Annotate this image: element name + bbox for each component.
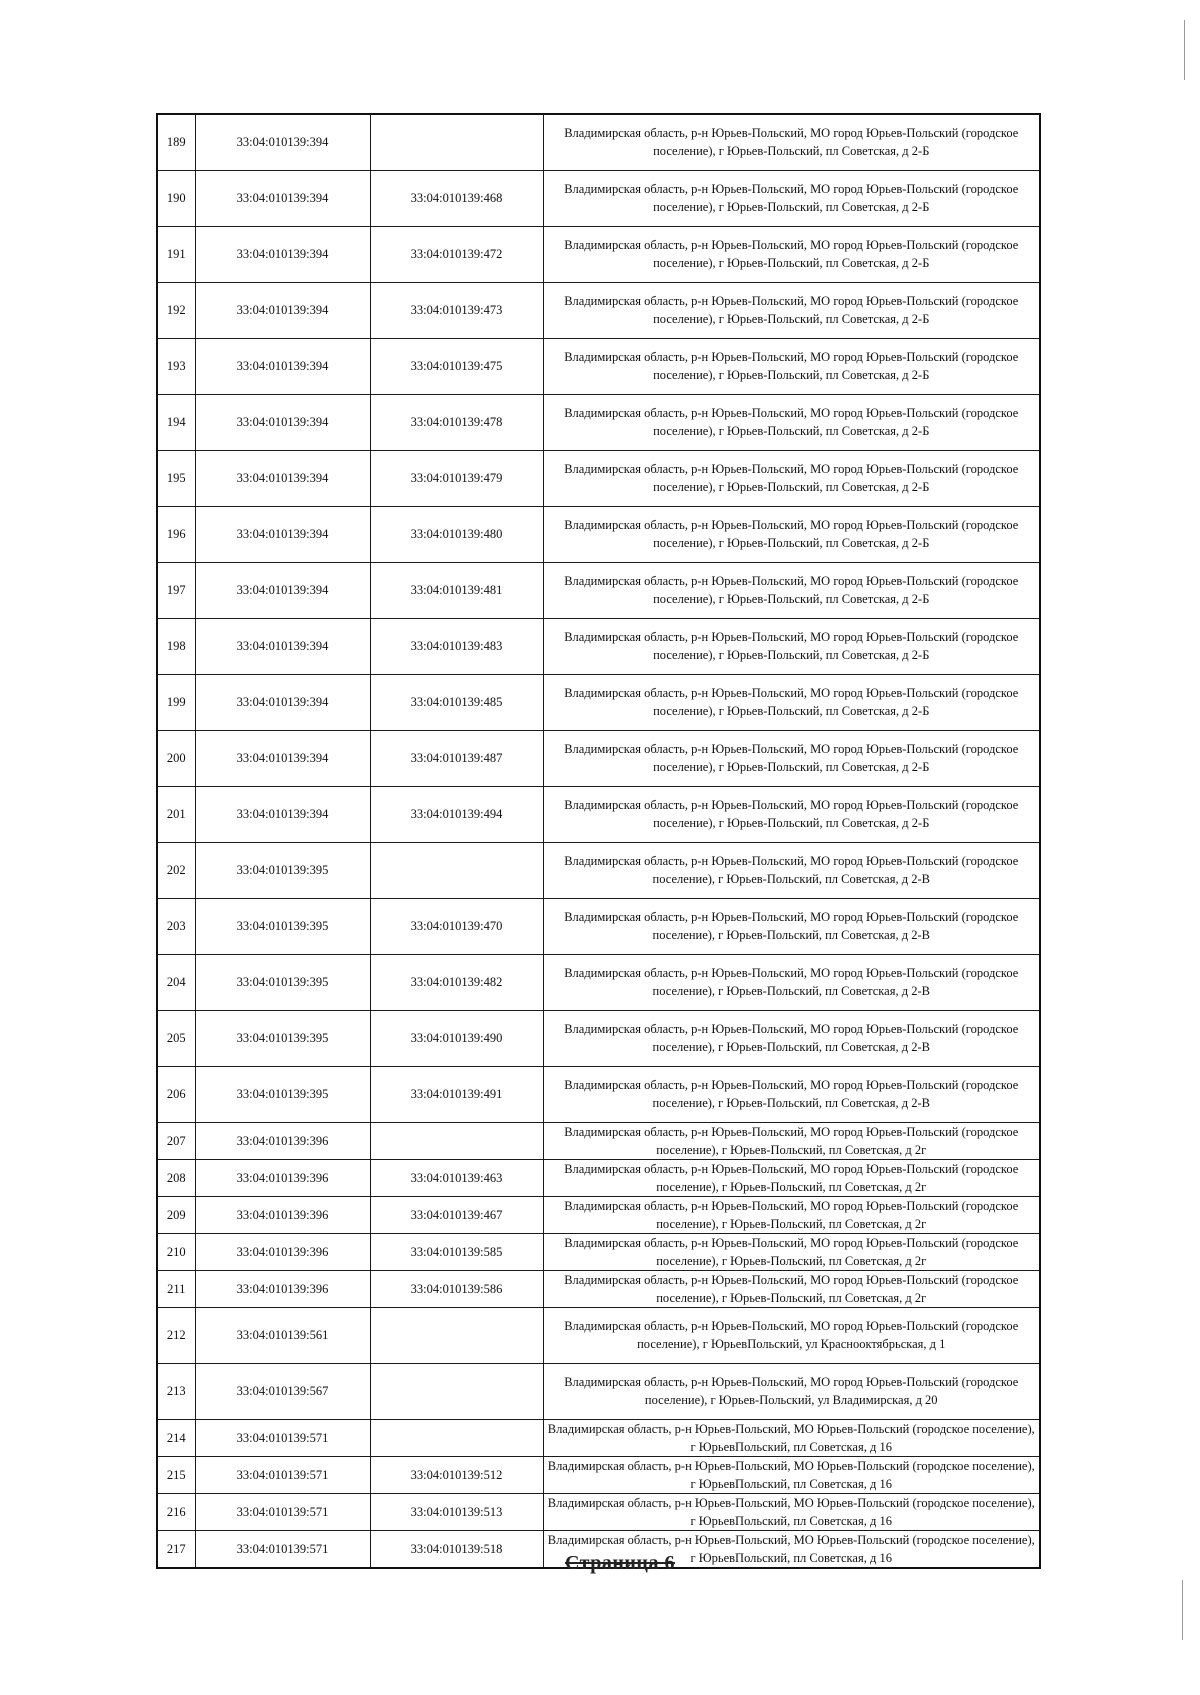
parcel-number-cell: 33:04:010139:395 xyxy=(195,954,370,1010)
address-cell: Владимирская область, р-н Юрьев-Польский, МО город Юрьев-Польский (городское поселение), г Юрьев-Польский, пл Советская, д 2-Б xyxy=(543,170,1040,226)
parcel-number-cell: 33:04:010139:394 xyxy=(195,450,370,506)
address-cell: Владимирская область, р-н Юрьев-Польский, МО город Юрьев-Польский (городское поселение), г Юрьев-Польский, пл Советская, д 2-В xyxy=(543,842,1040,898)
parcel-number-cell: 33:04:010139:395 xyxy=(195,1066,370,1122)
address-cell: Владимирская область, р-н Юрьев-Польский, МО город Юрьев-Польский (городское поселение), г Юрьев-Польский, пл Советская, д 2-Б xyxy=(543,562,1040,618)
table-row xyxy=(157,506,1040,562)
row-number-cell: 191 xyxy=(157,226,195,282)
parcel-number-cell: 33:04:010139:571 xyxy=(195,1493,370,1530)
row-number-cell: 214 xyxy=(157,1419,195,1456)
row-number-cell: 204 xyxy=(157,954,195,1010)
parcel-number-cell: 33:04:010139:394 xyxy=(195,506,370,562)
address-cell: Владимирская область, р-н Юрьев-Польский, МО город Юрьев-Польский (городское поселение), г Юрьев-Польский, пл Советская, д 2-Б xyxy=(543,618,1040,674)
address-cell: Владимирская область, р-н Юрьев-Польский, МО Юрьев-Польский (городское поселение), г ЮрьевПольский, пл Советская, д 16 xyxy=(543,1493,1040,1530)
table-row xyxy=(157,1493,1040,1530)
address-cell: Владимирская область, р-н Юрьев-Польский, МО город Юрьев-Польский (городское поселение), г Юрьев-Польский, пл Советская, д 2-Б xyxy=(543,114,1040,170)
parcel-number-cell: 33:04:010139:571 xyxy=(195,1419,370,1456)
address-cell: Владимирская область, р-н Юрьев-Польский, МО город Юрьев-Польский (городское поселение), г Юрьев-Польский, пл Советская, д 2г xyxy=(543,1270,1040,1307)
row-number-cell: 217 xyxy=(157,1530,195,1568)
table-row xyxy=(157,842,1040,898)
row-number-cell: 189 xyxy=(157,114,195,170)
parcel-number-cell: 33:04:010139:394 xyxy=(195,282,370,338)
address-cell: Владимирская область, р-н Юрьев-Польский, МО город Юрьев-Польский (городское поселение), г Юрьев-Польский, пл Советская, д 2-Б xyxy=(543,282,1040,338)
parcel-number-cell: 33:04:010139:396 xyxy=(195,1122,370,1159)
address-cell: Владимирская область, р-н Юрьев-Польский, МО город Юрьев-Польский (городское поселение), г Юрьев-Польский, ул Владимирская, д 20 xyxy=(543,1363,1040,1419)
table-row xyxy=(157,1270,1040,1307)
sub-object-number-cell xyxy=(370,1122,543,1159)
table-row xyxy=(157,1233,1040,1270)
table-row xyxy=(157,1122,1040,1159)
row-number-cell: 194 xyxy=(157,394,195,450)
sub-object-number-cell: 33:04:010139:494 xyxy=(370,786,543,842)
parcel-number-cell: 33:04:010139:394 xyxy=(195,114,370,170)
sub-object-number-cell: 33:04:010139:483 xyxy=(370,618,543,674)
address-cell: Владимирская область, р-н Юрьев-Польский, МО город Юрьев-Польский (городское поселение), г Юрьев-Польский, пл Советская, д 2-В xyxy=(543,1010,1040,1066)
table-row xyxy=(157,562,1040,618)
row-number-cell: 193 xyxy=(157,338,195,394)
table-row xyxy=(157,282,1040,338)
table-row xyxy=(157,1066,1040,1122)
address-cell: Владимирская область, р-н Юрьев-Польский, МО город Юрьев-Польский (городское поселение), г Юрьев-Польский, пл Советская, д 2-Б xyxy=(543,730,1040,786)
row-number-cell: 201 xyxy=(157,786,195,842)
address-cell: Владимирская область, р-н Юрьев-Польский, МО город Юрьев-Польский (городское поселение), г Юрьев-Польский, пл Советская, д 2г xyxy=(543,1159,1040,1196)
parcel-number-cell: 33:04:010139:394 xyxy=(195,562,370,618)
address-cell: Владимирская область, р-н Юрьев-Польский, МО город Юрьев-Польский (городское поселение), г Юрьев-Польский, пл Советская, д 2г xyxy=(543,1196,1040,1233)
sub-object-number-cell: 33:04:010139:586 xyxy=(370,1270,543,1307)
sub-object-number-cell: 33:04:010139:513 xyxy=(370,1493,543,1530)
sub-object-number-cell: 33:04:010139:487 xyxy=(370,730,543,786)
address-cell: Владимирская область, р-н Юрьев-Польский, МО Юрьев-Польский (городское поселение), г ЮрьевПольский, пл Советская, д 16 xyxy=(543,1456,1040,1493)
sub-object-number-cell: 33:04:010139:463 xyxy=(370,1159,543,1196)
row-number-cell: 195 xyxy=(157,450,195,506)
sub-object-number-cell xyxy=(370,114,543,170)
row-number-cell: 207 xyxy=(157,1122,195,1159)
table-row xyxy=(157,786,1040,842)
parcel-number-cell: 33:04:010139:394 xyxy=(195,338,370,394)
table-row xyxy=(157,1363,1040,1419)
row-number-cell: 216 xyxy=(157,1493,195,1530)
parcel-number-cell: 33:04:010139:394 xyxy=(195,394,370,450)
sub-object-number-cell: 33:04:010139:512 xyxy=(370,1456,543,1493)
table-row xyxy=(157,114,1040,170)
table-row xyxy=(157,226,1040,282)
parcel-number-cell: 33:04:010139:571 xyxy=(195,1456,370,1493)
address-cell: Владимирская область, р-н Юрьев-Польский, МО город Юрьев-Польский (городское поселение), г Юрьев-Польский, пл Советская, д 2-В xyxy=(543,1066,1040,1122)
address-cell: Владимирская область, р-н Юрьев-Польский, МО Юрьев-Польский (городское поселение), г ЮрьевПольский, пл Советская, д 16 xyxy=(543,1419,1040,1456)
sub-object-number-cell: 33:04:010139:473 xyxy=(370,282,543,338)
parcel-number-cell: 33:04:010139:396 xyxy=(195,1159,370,1196)
sub-object-number-cell: 33:04:010139:518 xyxy=(370,1530,543,1568)
sub-object-number-cell: 33:04:010139:470 xyxy=(370,898,543,954)
sub-object-number-cell: 33:04:010139:478 xyxy=(370,394,543,450)
row-number-cell: 212 xyxy=(157,1307,195,1363)
sub-object-number-cell: 33:04:010139:482 xyxy=(370,954,543,1010)
address-cell: Владимирская область, р-н Юрьев-Польский, МО город Юрьев-Польский (городское поселение), г Юрьев-Польский, пл Советская, д 2-Б xyxy=(543,338,1040,394)
table-row xyxy=(157,1456,1040,1493)
table-body xyxy=(157,114,1040,1568)
row-number-cell: 210 xyxy=(157,1233,195,1270)
sub-object-number-cell xyxy=(370,842,543,898)
sub-object-number-cell xyxy=(370,1307,543,1363)
sub-object-number-cell: 33:04:010139:491 xyxy=(370,1066,543,1122)
parcel-number-cell: 33:04:010139:567 xyxy=(195,1363,370,1419)
row-number-cell: 192 xyxy=(157,282,195,338)
parcel-number-cell: 33:04:010139:395 xyxy=(195,842,370,898)
row-number-cell: 211 xyxy=(157,1270,195,1307)
address-cell: Владимирская область, р-н Юрьев-Польский, МО город Юрьев-Польский (городское поселение), г Юрьев-Польский, пл Советская, д 2-Б xyxy=(543,450,1040,506)
row-number-cell: 196 xyxy=(157,506,195,562)
parcel-number-cell: 33:04:010139:395 xyxy=(195,1010,370,1066)
sub-object-number-cell: 33:04:010139:485 xyxy=(370,674,543,730)
parcel-number-cell: 33:04:010139:394 xyxy=(195,786,370,842)
row-number-cell: 209 xyxy=(157,1196,195,1233)
parcel-number-cell: 33:04:010139:396 xyxy=(195,1233,370,1270)
row-number-cell: 197 xyxy=(157,562,195,618)
address-cell: Владимирская область, р-н Юрьев-Польский, МО город Юрьев-Польский (городское поселение), г Юрьев-Польский, пл Советская, д 2г xyxy=(543,1122,1040,1159)
table-row xyxy=(157,898,1040,954)
table-row xyxy=(157,1010,1040,1066)
address-cell: Владимирская область, р-н Юрьев-Польский, МО город Юрьев-Польский (городское поселение), г Юрьев-Польский, пл Советская, д 2-В xyxy=(543,954,1040,1010)
table-row xyxy=(157,450,1040,506)
page-number-label: Страница 6 xyxy=(565,1552,675,1574)
row-number-cell: 203 xyxy=(157,898,195,954)
parcel-number-cell: 33:04:010139:394 xyxy=(195,618,370,674)
address-cell: Владимирская область, р-н Юрьев-Польский, МО город Юрьев-Польский (городское поселение), г Юрьев-Польский, пл Советская, д 2-Б xyxy=(543,506,1040,562)
sub-object-number-cell: 33:04:010139:585 xyxy=(370,1233,543,1270)
row-number-cell: 205 xyxy=(157,1010,195,1066)
sub-object-number-cell: 33:04:010139:468 xyxy=(370,170,543,226)
parcel-number-cell: 33:04:010139:394 xyxy=(195,226,370,282)
address-cell: Владимирская область, р-н Юрьев-Польский, МО Юрьев-Польский (городское поселение), г ЮрьевПольский, пл Советская, д 16 xyxy=(543,1530,1040,1568)
scan-edge-mark xyxy=(1184,20,1185,80)
sub-object-number-cell: 33:04:010139:480 xyxy=(370,506,543,562)
table-row xyxy=(157,1307,1040,1363)
address-cell: Владимирская область, р-н Юрьев-Польский, МО город Юрьев-Польский (городское поселение), г Юрьев-Польский, пл Советская, д 2-Б xyxy=(543,394,1040,450)
row-number-cell: 199 xyxy=(157,674,195,730)
sub-object-number-cell: 33:04:010139:475 xyxy=(370,338,543,394)
address-cell: Владимирская область, р-н Юрьев-Польский, МО город Юрьев-Польский (городское поселение), г Юрьев-Польский, пл Советская, д 2г xyxy=(543,1233,1040,1270)
row-number-cell: 190 xyxy=(157,170,195,226)
row-number-cell: 206 xyxy=(157,1066,195,1122)
sub-object-number-cell xyxy=(370,1363,543,1419)
table-row xyxy=(157,170,1040,226)
parcel-registry-table xyxy=(156,113,1041,1569)
table-row xyxy=(157,394,1040,450)
address-cell: Владимирская область, р-н Юрьев-Польский, МО город Юрьев-Польский (городское поселение), г Юрьев-Польский, пл Советская, д 2-Б xyxy=(543,674,1040,730)
row-number-cell: 208 xyxy=(157,1159,195,1196)
parcel-number-cell: 33:04:010139:561 xyxy=(195,1307,370,1363)
table-row xyxy=(157,954,1040,1010)
table-row xyxy=(157,1196,1040,1233)
parcel-number-cell: 33:04:010139:394 xyxy=(195,730,370,786)
parcel-number-cell: 33:04:010139:394 xyxy=(195,674,370,730)
parcel-number-cell: 33:04:010139:395 xyxy=(195,898,370,954)
row-number-cell: 198 xyxy=(157,618,195,674)
scan-edge-mark xyxy=(1182,1580,1183,1640)
sub-object-number-cell: 33:04:010139:490 xyxy=(370,1010,543,1066)
row-number-cell: 202 xyxy=(157,842,195,898)
sub-object-number-cell: 33:04:010139:472 xyxy=(370,226,543,282)
table-row xyxy=(157,1159,1040,1196)
address-cell: Владимирская область, р-н Юрьев-Польский, МО город Юрьев-Польский (городское поселение), г Юрьев-Польский, пл Советская, д 2-В xyxy=(543,898,1040,954)
table-row xyxy=(157,674,1040,730)
parcel-number-cell: 33:04:010139:394 xyxy=(195,170,370,226)
table-row xyxy=(157,1419,1040,1456)
table-row xyxy=(157,338,1040,394)
address-cell: Владимирская область, р-н Юрьев-Польский, МО город Юрьев-Польский (городское поселение), г Юрьев-Польский, пл Советская, д 2-Б xyxy=(543,226,1040,282)
table-row xyxy=(157,730,1040,786)
parcel-number-cell: 33:04:010139:396 xyxy=(195,1196,370,1233)
address-cell: Владимирская область, р-н Юрьев-Польский, МО город Юрьев-Польский (городское поселение), г ЮрьевПольский, ул Краснооктябрьская, д 1 xyxy=(543,1307,1040,1363)
table-row xyxy=(157,618,1040,674)
row-number-cell: 200 xyxy=(157,730,195,786)
sub-object-number-cell: 33:04:010139:479 xyxy=(370,450,543,506)
parcel-number-cell: 33:04:010139:396 xyxy=(195,1270,370,1307)
row-number-cell: 215 xyxy=(157,1456,195,1493)
address-cell: Владимирская область, р-н Юрьев-Польский, МО город Юрьев-Польский (городское поселение), г Юрьев-Польский, пл Советская, д 2-Б xyxy=(543,786,1040,842)
row-number-cell: 213 xyxy=(157,1363,195,1419)
sub-object-number-cell xyxy=(370,1419,543,1456)
parcel-number-cell: 33:04:010139:571 xyxy=(195,1530,370,1568)
sub-object-number-cell: 33:04:010139:481 xyxy=(370,562,543,618)
sub-object-number-cell: 33:04:010139:467 xyxy=(370,1196,543,1233)
